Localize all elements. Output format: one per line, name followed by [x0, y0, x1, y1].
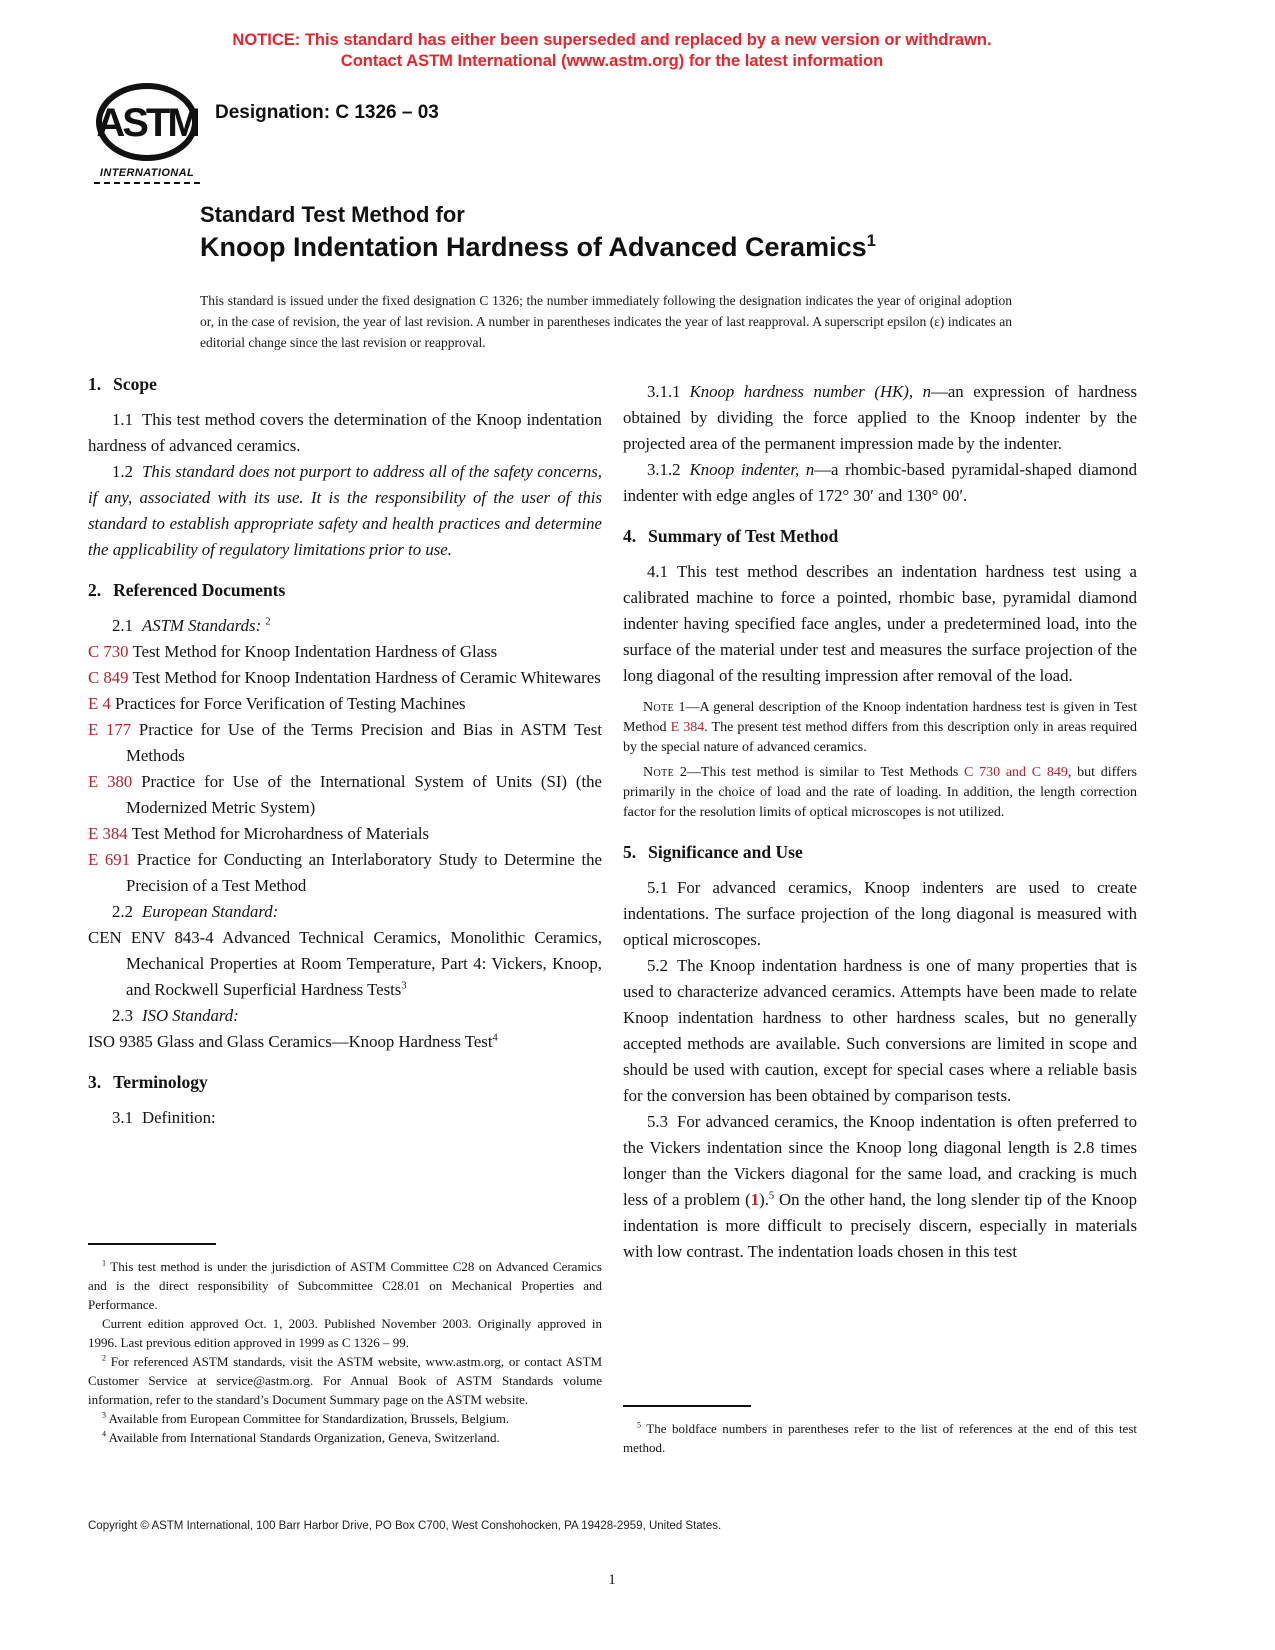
paragraph-text-italic: This standard does not purport to address all of the safety concerns, if any, associated with its use. It is the responsibility of the user of this standard to establish appropriate safety and health practices and determine the applicability of regulatory limitations prior to use.	[88, 462, 602, 559]
paragraph-number: 5.1	[647, 878, 668, 897]
paragraph-4-1	[623, 559, 1137, 689]
section-4-heading	[623, 523, 1137, 549]
footnote-ref-4: 4	[492, 1032, 498, 1044]
notice-line-2: Contact ASTM International (www.astm.org) for the latest information	[340, 52, 884, 70]
paragraph-text: Definition:	[141, 1108, 216, 1127]
notice-line-1: NOTICE: This standard has either been superseded and replaced by a new version or withdrawn.	[232, 31, 992, 49]
paragraph-5-2	[623, 953, 1137, 1109]
section-1-title: Scope	[113, 374, 157, 394]
paragraph-number: 1.2	[112, 462, 133, 481]
ref-item	[88, 769, 602, 821]
section-3-number: 3.	[88, 1072, 102, 1092]
footnote-marker: 5	[637, 1420, 642, 1430]
ref-text: Practice for Use of the International System of Units (SI) (the Modernized Metric System)	[126, 772, 602, 817]
ref-code-link[interactable]: E 380	[88, 772, 133, 791]
notice-banner	[0, 30, 1224, 72]
section-2-heading	[88, 577, 602, 603]
footnote-3	[88, 1409, 602, 1428]
paragraph-text: ).	[759, 1190, 769, 1209]
ref-item	[88, 717, 602, 769]
paragraph-text: The Knoop indentation hardness is one of many properties that is used to characterize advanced ceramics. Attempts have been made to relate Knoop indentation hardness to other hardness scales, but no generally accepted methods are available. Such conversions are limited in scope and should be used with caution, except for special cases where a reliable basis for the conversion has been obtained by comparison tests.	[623, 956, 1137, 1105]
paragraph-number: 5.3	[647, 1112, 668, 1131]
section-3-title: Terminology	[113, 1072, 208, 1092]
right-column	[623, 379, 1137, 1265]
paragraph-2-2	[88, 899, 602, 925]
paragraph-number: 3.1	[112, 1108, 133, 1127]
footnote-text: For referenced ASTM standards, visit the ASTM website, www.astm.org, or contact ASTM Customer Service at service@astm.org. For Annual Book of ASTM Standards volume information, refer to the standard’s Document Summary page on the ASTM website.	[88, 1354, 602, 1407]
ref-text: Test Method for Knoop Indentation Hardness of Glass	[132, 642, 498, 661]
footnote-marker: 2	[102, 1353, 107, 1363]
ref-item	[88, 847, 602, 899]
paragraph-1-1	[88, 407, 602, 459]
section-3-heading	[88, 1069, 602, 1095]
paragraph-5-1	[623, 875, 1137, 953]
title-footnote-marker: 1	[866, 231, 876, 250]
european-standard-label: European Standard:	[141, 902, 279, 921]
footnote-ref-2: 2	[265, 616, 271, 628]
paragraph-2-1	[88, 613, 602, 639]
footnote-text: Available from International Standards Organization, Geneva, Switzerland.	[106, 1430, 500, 1445]
footnote-marker: 4	[102, 1429, 107, 1439]
section-5-title: Significance and Use	[648, 842, 803, 862]
definition-text: —a rhombic-based pyramidal-shaped diamond indenter with edge angles of 172° 30′ and 130° 00′.	[623, 460, 1138, 505]
ref-text: Test Method for Microhardness of Materials	[131, 824, 430, 843]
ref-item-iso	[88, 1029, 602, 1055]
astm-standards-label: ASTM Standards:	[141, 616, 262, 635]
footnote-rule	[623, 1405, 751, 1407]
footnote-rule	[88, 1243, 216, 1245]
footnote-1-edition	[88, 1314, 602, 1352]
section-4-number: 4.	[623, 526, 637, 546]
title-line-2-text: Knoop Indentation Hardness of Advanced Ceramics	[200, 232, 867, 262]
page-number: 1	[608, 1572, 616, 1588]
paragraph-text: For advanced ceramics, Knoop indenters are used to create indentations. The surface projection of the long diagonal is measured with optical microscopes.	[623, 878, 1137, 949]
ref-text: Practice for Use of the Terms Precision and Bias in ASTM Test Methods	[126, 720, 602, 765]
ref-code: CEN ENV 843-4	[88, 928, 214, 947]
paragraph-5-3	[623, 1109, 1137, 1265]
left-column	[88, 371, 602, 1131]
ref-code-link[interactable]: E 4	[88, 694, 111, 713]
note-text: . The present test method differs from this description only in areas required by the special nature of advanced ceramics.	[623, 720, 1137, 755]
ref-text: Advanced Technical Ceramics, Monolithic Ceramics, Mechanical Properties at Room Temperature, Part 4: Vickers, Knoop, and Rockwell Superficial Hardness Tests	[126, 928, 602, 999]
preamble-text: This standard is issued under the fixed designation C 1326; the number immediately following the designation indicates the year of original adoption or, in the case of revision, the year of last revision. A number in parentheses indicates the year of last reapproval. A superscript epsilon (ε) indicates an editorial change since the last revision or reapproval.	[200, 293, 1012, 350]
paragraph-number: 2.3	[112, 1006, 133, 1025]
ref-item	[88, 665, 602, 691]
section-2-title: Referenced Documents	[113, 580, 286, 600]
footnote-marker: 3	[102, 1410, 107, 1420]
ref-code-link[interactable]: C 730	[88, 642, 129, 661]
footnote-text: Current edition approved Oct. 1, 2003. Published November 2003. Originally approved in 1996. Last previous edition approved in 1999 as C 1326 – 99.	[88, 1316, 602, 1350]
footnote-text: The boldface numbers in parentheses refer to the list of references at the end of this test method.	[623, 1421, 1137, 1455]
footnote-1	[88, 1257, 602, 1314]
definition-text: —an expression of hardness obtained by dividing the force applied to the Knoop indenter by the projected area of the permanent impression made by the indenter.	[623, 382, 1137, 453]
note-1	[623, 698, 1137, 758]
footnote-text: This test method is under the jurisdiction of ASTM Committee C28 on Advanced Ceramics and is the direct responsibility of Subcommittee C28.01 on Mechanical Properties and Performance.	[88, 1259, 602, 1312]
note-label: Note	[643, 700, 675, 715]
paragraph-number: 3.1.1	[647, 382, 681, 401]
paragraph-number: 4.1	[647, 562, 668, 581]
title-line-1: Standard Test Method for	[200, 202, 465, 227]
astm-logo-text: ASTM	[96, 101, 198, 145]
ref-item	[88, 639, 602, 665]
designation-text: Designation: C 1326 – 03	[215, 102, 439, 123]
paragraph-1-2	[88, 459, 602, 563]
paragraph-number: 2.2	[112, 902, 133, 921]
note-text: , but differs primarily in the choice of load and the rate of loading. In addition, the length correction factor for the resolution limits of optical microscopes is not utilized.	[623, 765, 1137, 820]
paragraph-text: This test method describes an indentation hardness test using a calibrated machine to force a pointed, rhombic base, pyramidal diamond indenter having specified face angles, under a predetermined load, into the surface of the material under test and measures the surface projection of the long diagonal of the resulting impression after removal of the load.	[623, 562, 1137, 685]
ref-code-link[interactable]: E 384	[88, 824, 128, 843]
right-footnotes	[623, 1405, 1137, 1457]
paragraph-number: 1.1	[112, 410, 133, 429]
paragraph-number: 2.1	[112, 616, 133, 635]
ref-item	[88, 691, 602, 717]
section-5-number: 5.	[623, 842, 637, 862]
reference-1-link[interactable]: 1	[750, 1190, 760, 1209]
section-2-number: 2.	[88, 580, 102, 600]
paragraph-2-3	[88, 1003, 602, 1029]
paragraph-number: 5.2	[647, 956, 668, 975]
paragraph-text: On the other hand, the long slender tip of the Knoop indentation is more difficult to precisely discern, especially in materials with low contrast. The indentation loads chosen in this test	[623, 1190, 1137, 1261]
title-line-2	[200, 230, 1060, 264]
astm-logo-icon	[95, 82, 199, 164]
section-1-number: 1.	[88, 374, 102, 394]
ref-code-link[interactable]: E 177	[88, 720, 132, 739]
note-label: Note	[643, 765, 675, 780]
footnote-marker: 1	[102, 1258, 107, 1268]
footnote-ref-5: 5	[768, 1190, 775, 1202]
iso-standard-label: ISO Standard:	[141, 1006, 239, 1025]
note-text: 2—This test method is similar to Test Methods	[674, 765, 965, 780]
paragraph-3-1	[88, 1105, 602, 1131]
copyright-line: Copyright © ASTM International, 100 Barr Harbor Drive, PO Box C700, West Conshohocken, PA 19428-2959, United States.	[88, 1520, 722, 1532]
paragraph-3-1-1	[623, 379, 1137, 457]
footnote-2	[88, 1352, 602, 1409]
paragraph-number: 3.1.2	[647, 460, 681, 479]
ref-code: ISO 9385	[88, 1032, 153, 1051]
paragraph-text: For advanced ceramics, the Knoop indentation is often preferred to the Vickers indentation since the Knoop long diagonal length is 2.8 times longer than the Vickers diagonal for the same load, and cracking is much less of a problem (	[623, 1112, 1137, 1209]
note-text: 1—A general description of the Knoop indentation hardness test is given in Test Method	[623, 700, 1137, 735]
paragraph-3-1-2	[623, 457, 1137, 509]
footnote-5	[623, 1419, 1137, 1457]
section-1-heading	[88, 371, 602, 397]
footnote-text: Available from European Committee for Standardization, Brussels, Belgium.	[106, 1411, 510, 1426]
section-5-heading	[623, 839, 1137, 865]
footnote-ref-3: 3	[401, 980, 407, 992]
ref-item	[88, 821, 602, 847]
ref-code-link[interactable]: E 384	[670, 720, 705, 735]
note-2	[623, 763, 1137, 823]
page-title	[200, 200, 1060, 264]
astm-logo	[94, 82, 200, 184]
ref-code-link[interactable]: C 849	[88, 668, 129, 687]
ref-code-link[interactable]: C 730 and C 849	[964, 765, 1068, 780]
ref-text: Practice for Conducting an Interlaboratory Study to Determine the Precision of a Test Method	[126, 850, 603, 895]
term-italic: Knoop hardness number (HK), n	[689, 382, 932, 401]
footnote-4	[88, 1428, 602, 1447]
ref-code-link[interactable]: E 691	[88, 850, 131, 869]
left-footnotes	[88, 1243, 602, 1447]
logo-international-label: INTERNATIONAL	[94, 167, 200, 184]
ref-text: Glass and Glass Ceramics—Knoop Hardness Test	[157, 1032, 493, 1051]
term-italic: Knoop indenter, n	[689, 460, 815, 479]
paragraph-text: This test method covers the determination of the Knoop indentation hardness of advanced ceramics.	[88, 410, 602, 455]
ref-text: Test Method for Knoop Indentation Hardness of Ceramic Whitewares	[132, 668, 601, 687]
ref-text: Practices for Force Verification of Testing Machines	[115, 694, 466, 713]
section-4-title: Summary of Test Method	[648, 526, 839, 546]
ref-item-cen	[88, 925, 602, 1003]
